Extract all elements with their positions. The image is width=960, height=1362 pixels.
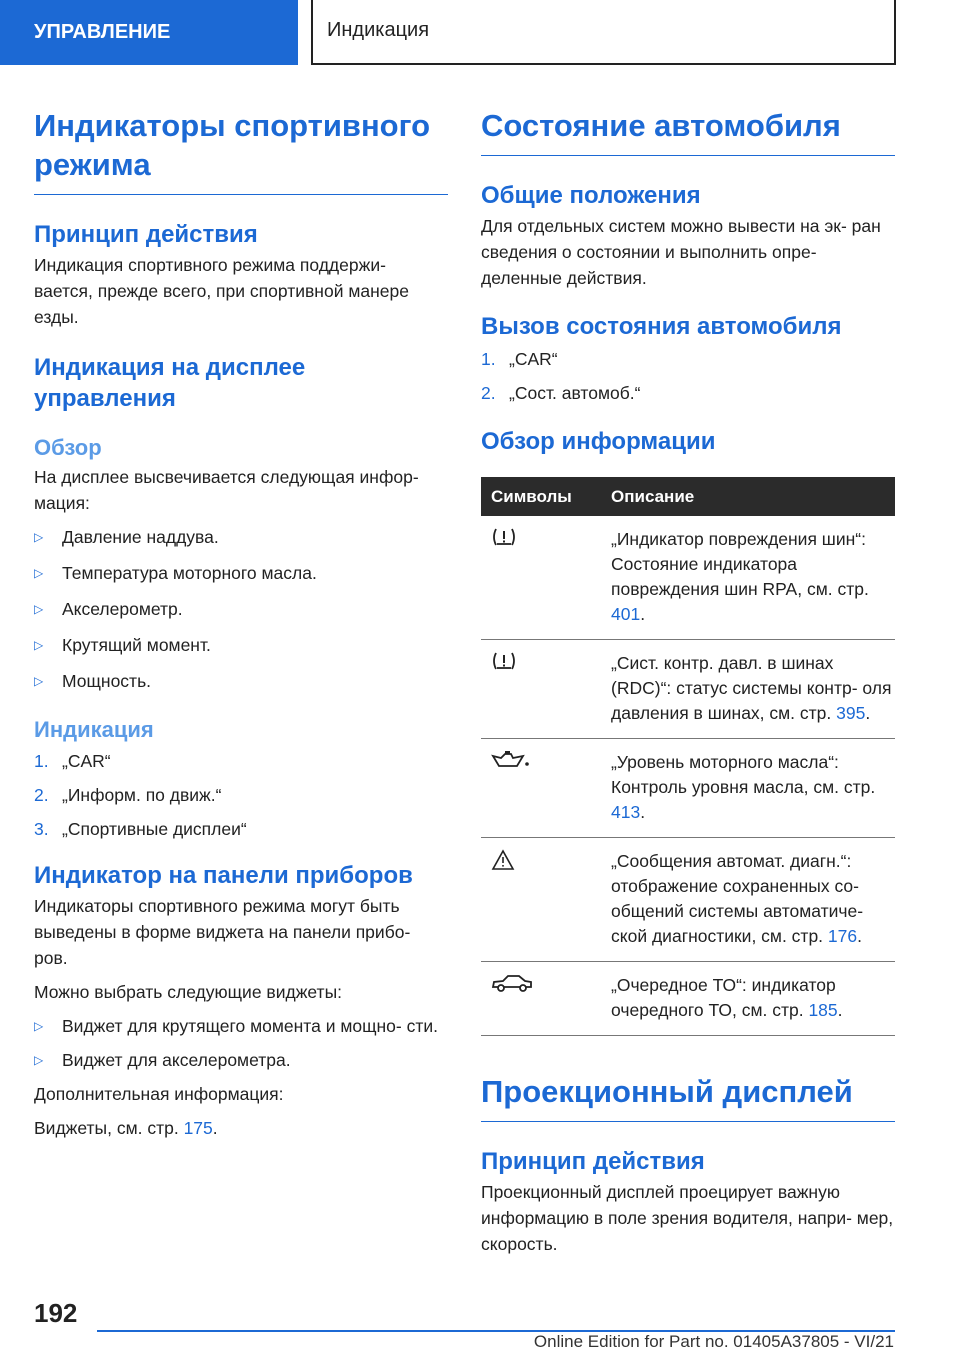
triangle-bullet-icon: ▷ — [34, 602, 44, 616]
list-item: ▷ Виджет для акселерометра. — [34, 1047, 448, 1073]
triangle-bullet-icon: ▷ — [34, 674, 44, 688]
cluster-text: Индикаторы спортивного режима могут быть выведены в форме виджета на панели прибо- ров. — [34, 896, 411, 968]
list-item: 2. „Информ. по движ.“ — [34, 785, 222, 805]
hud-title: Проекционный дисплей — [481, 1072, 895, 1122]
list-item: 1. „CAR“ — [34, 751, 111, 771]
hud-principle-heading: Принцип действия — [481, 1148, 705, 1175]
principle-text: Индикация спортивного режима поддержи- вается, прежде всего, при спортивной манере езды. — [34, 255, 409, 327]
list-item: ▷ Крутящий момент. — [34, 632, 448, 658]
list-item: ▷ Виджет для крутящего момента и мощно- сти. — [34, 1013, 448, 1039]
display-heading: Индикация на дисплее управления — [34, 354, 306, 412]
list-item: ▷ Акселерометр. — [34, 596, 448, 622]
page-link[interactable]: 176 — [827, 926, 858, 946]
left-column — [34, 102, 448, 1141]
topic-label: Индикация — [327, 19, 430, 41]
table-row: „Очередное ТО“: индикатор очередного ТО, см. стр. 185. — [481, 962, 895, 1036]
triangle-bullet-icon: ▷ — [34, 638, 44, 652]
page-number: 192 — [34, 1298, 78, 1328]
page-link[interactable]: 175 — [183, 1118, 213, 1138]
page-link[interactable]: 413 — [611, 802, 641, 822]
indication-steps — [34, 748, 448, 842]
table-row: „Уровень моторного масла“: Контроль уровня масла, см. стр. 413. — [481, 739, 895, 838]
col-description: Описание — [611, 486, 695, 506]
overview-list — [34, 524, 448, 694]
warning-triangle-icon — [491, 849, 515, 871]
page-link[interactable]: 395 — [836, 703, 866, 723]
hud-text: Проекционный дисплей проецирует важную информацию в поле зрения водителя, напри- мер, скорость. — [481, 1182, 894, 1254]
overview-text: На дисплее высвечивается следующая инфор- мация: — [34, 467, 419, 513]
page-title-right: Состояние автомобиля — [481, 106, 895, 156]
indication-heading: Индикация — [34, 717, 154, 742]
widgets-ref: Виджеты, см. стр. 175. — [34, 1118, 218, 1138]
page-link[interactable]: 185 — [808, 1000, 838, 1020]
section-label: УПРАВЛЕНИЕ — [34, 21, 171, 43]
principle-heading: Принцип действия — [34, 221, 258, 248]
edition-text: Online Edition for Part no. 01405A37805 - VI/21 — [533, 1332, 894, 1351]
table-row: „Сообщения автомат. диагн.“: отображение сохраненных со- общений системы автоматиче- ской диагностики, см. стр. 176. — [481, 838, 895, 962]
widgets-text: Можно выбрать следующие виджеты: — [34, 982, 343, 1002]
table-header — [481, 477, 895, 516]
oil-can-icon — [491, 750, 531, 770]
triangle-bullet-icon: ▷ — [34, 566, 44, 580]
general-text: Для отдельных систем можно вывести на эк- ран сведения о состоянии и выполнить опре- деленные действия. — [481, 216, 881, 288]
triangle-bullet-icon: ▷ — [34, 1053, 44, 1067]
service-car-icon — [491, 973, 533, 993]
list-item: 2. „Сост. автомоб.“ — [481, 383, 641, 403]
list-item: 1. „CAR“ — [481, 349, 558, 369]
call-heading: Вызов состояния автомобиля — [481, 313, 842, 340]
col-symbols: Символы — [491, 486, 572, 506]
triangle-bullet-icon: ▷ — [34, 1019, 44, 1033]
table-row: „Индикатор повреждения шин“: Состояние индикатора повреждения шин RPA, см. стр. 401. — [481, 516, 895, 640]
list-item: ▷ Температура моторного масла. — [34, 560, 448, 586]
right-column — [481, 102, 895, 1257]
info-heading: Обзор информации — [481, 428, 716, 455]
triangle-bullet-icon: ▷ — [34, 530, 44, 544]
list-item: ▷ Давление наддува. — [34, 524, 448, 550]
page-title-left: Индикаторы спортивного режима — [34, 106, 448, 195]
tire-pressure-warning-icon — [491, 651, 517, 671]
info-table — [481, 477, 895, 1036]
tire-damage-warning-icon — [491, 527, 517, 547]
topic-box — [311, 0, 896, 65]
call-steps — [481, 346, 895, 406]
list-item: ▷ Мощность. — [34, 668, 448, 694]
section-tab — [0, 0, 298, 65]
page-link[interactable]: 401 — [611, 604, 641, 624]
list-item: 3. „Спортивные дисплеи“ — [34, 819, 247, 839]
table-row: „Сист. контр. давл. в шинах (RDC)“: статус системы контр- оля давления в шинах, см. стр. 395. — [481, 640, 895, 739]
extra-text: Дополнительная информация: — [34, 1084, 284, 1104]
cluster-heading: Индикатор на панели приборов — [34, 862, 413, 889]
overview-heading: Обзор — [34, 435, 102, 460]
widget-list — [34, 1013, 448, 1073]
general-heading: Общие положения — [481, 182, 701, 209]
